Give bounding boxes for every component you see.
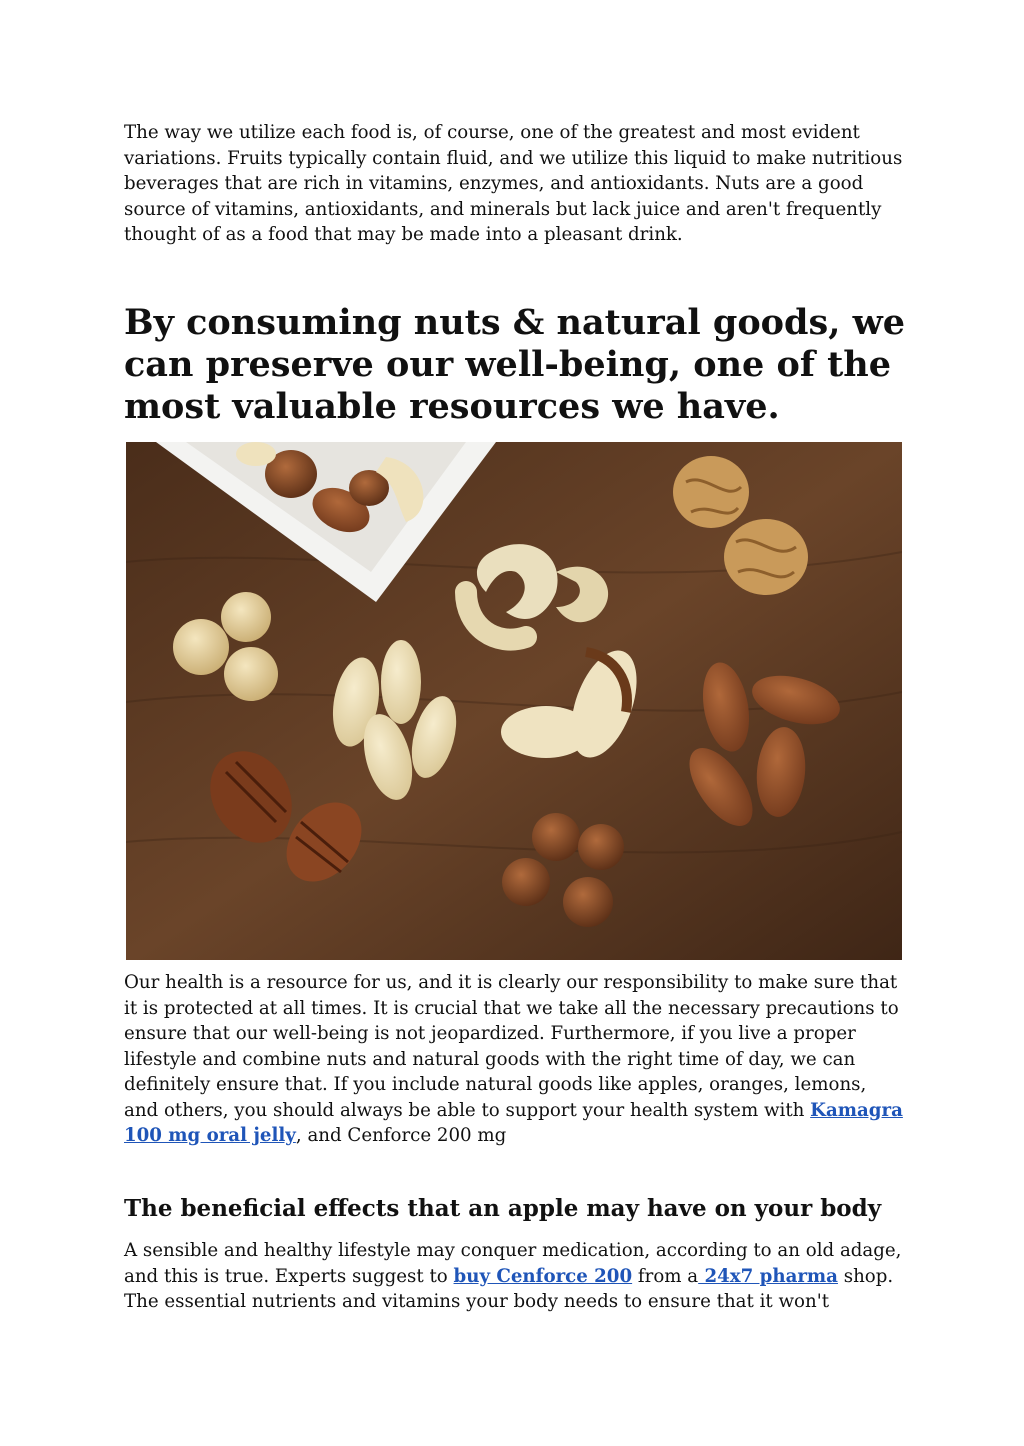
apple-paragraph-text: A sensible and healthy lifestyle may conquer medication, according to an old adage, and this is true. Experts suggest to [124,1240,902,1287]
health-paragraph-text: Our health is a resource for us, and it is clearly our responsibility to make sure that it is protected at all times. It is crucial that we take all the necessary precautions to ensure that our well-being is not jeopardized. Furthermore, if you live a proper lifestyle and combine nuts and natural goods with the right time of day, we can definitely ensure that. If you include natural goods like apples, oranges, lemons, and others, you should always be able to support your health system with [124,972,899,1121]
intro-paragraph: The way we utilize each food is, of course, one of the greatest and most evident variations. Fruits typically contain fluid, and we utilize this liquid to make nutritious beverages that are rich in vitamins, enzymes, and antioxidants. Nuts are a good source of vitamins, antioxidants, and minerals but lack juice and aren't frequently thought of as a food that may be made into a pleasant drink. [124,122,903,245]
main-heading: By consuming nuts & natural goods, we can preserve our well-being, one of the most valuable resources we have. [124,302,905,427]
health-paragraph [124,970,904,1149]
apple-paragraph-middle: from a [632,1265,699,1287]
apple-paragraph [124,1238,904,1315]
pharma-shop-link[interactable]: 24x7 pharma [698,1265,838,1287]
buy-cenforce-link[interactable]: buy Cenforce 200 [453,1265,633,1287]
nuts-illustration [126,442,902,960]
nuts-photo [126,442,902,960]
document-page [124,120,905,1312]
kamagra-link[interactable]: Kamagra 100 mg oral jelly [124,1099,903,1146]
health-paragraph-tail: , and Cenforce 200 mg [295,1125,507,1146]
apple-paragraph-tail: shop. The essential nutrients and vitamins your body needs to ensure that it won't [124,1265,894,1312]
apple-heading: The beneficial effects that an apple may have on your body [124,1195,882,1222]
